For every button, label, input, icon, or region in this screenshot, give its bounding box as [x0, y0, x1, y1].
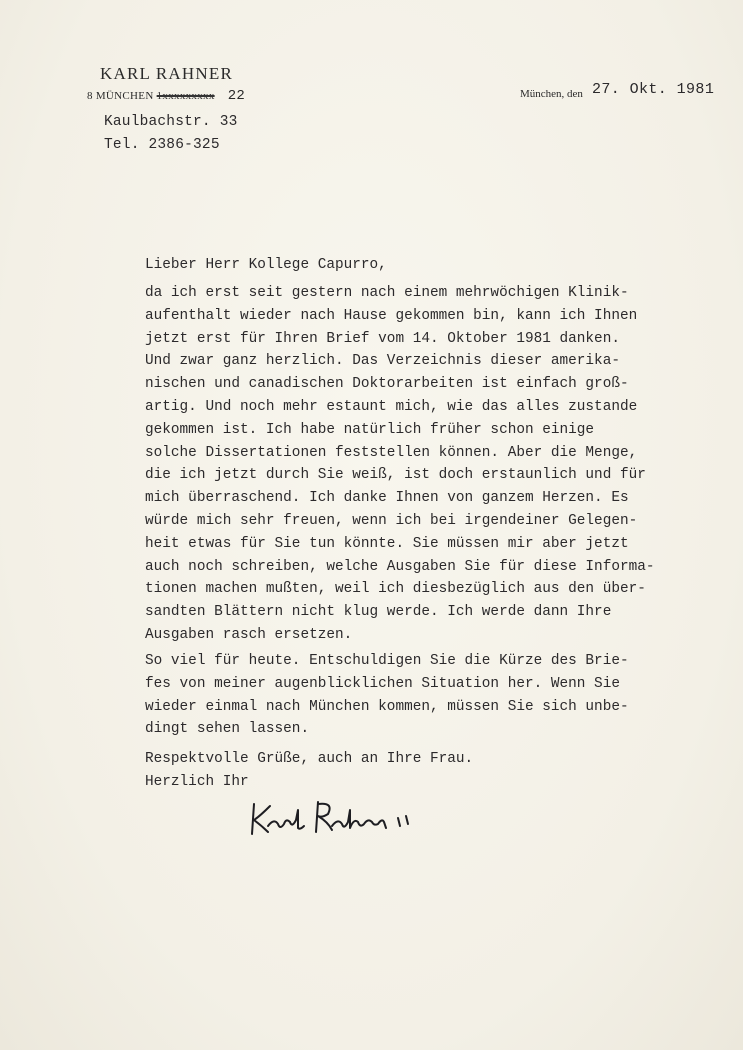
postal-district: 22 — [227, 88, 246, 104]
phone-number: Tel. 2386-325 — [104, 137, 220, 153]
letterhead-name: KARL RAHNER — [100, 64, 233, 83]
closing: Respektvolle Grüße, auch an Ihre Frau. Herzlich Ihr — [145, 751, 474, 790]
handwritten-signature — [248, 796, 438, 844]
letterhead-city-prefix: 8 MÜNCHEN — [87, 90, 154, 102]
street-address: Kaulbachstr. 33 — [104, 114, 238, 130]
body-paragraph-2: So viel für heute. Entschuldigen Sie die Kürze des Brie- fes von meiner augenblicklichen Situation her. Wenn Sie wieder einmal nach München kommen, müssen Sie sich unbe- dingt sehen lassen. — [145, 653, 629, 738]
struck-out-text: 1xxxxxxxxx — [156, 90, 215, 102]
salutation: Lieber Herr Kollege Capurro, — [145, 257, 387, 273]
body-paragraph-1: da ich erst seit gestern nach einem mehrwöchigen Klinik- aufenthalt wieder nach Hause gekommen bin, kann ich Ihnen jetzt erst für Ihren Brief vom 14. Oktober 1981 danken. Und zwar ganz herzlich. Das Verzeichnis dieser amerika- nischen und canadischen Doktorarbeiten ist einfach groß- artig. Und noch mehr estaunt mich, wie das alles zustande gekommen ist. Ich habe natürlich früher schon einige solche Dissertationen feststellen können. Aber die Menge, die ich jetzt durch Sie weiß, ist doch erstaunlich und für mich überraschend. Ich danke Ihnen von ganzem Herzen. Es würde mich sehr freuen, wenn ich bei irgendeiner Gelegen- heit etwas für Sie tun könnte. Sie müssen mir aber jetzt auch noch schreiben, welche Ausgaben Sie für diese Informa- tionen machen mußten, weil ich diesbezüglich aus den über- sandten Blättern nicht klug werde. Ich werde dann Ihre Ausgaben rasch ersetzen. — [145, 285, 655, 643]
letter-date: 27. Okt. 1981 — [592, 81, 715, 98]
dateline-label: München, den — [520, 88, 583, 100]
letterhead-city-line — [87, 88, 245, 104]
